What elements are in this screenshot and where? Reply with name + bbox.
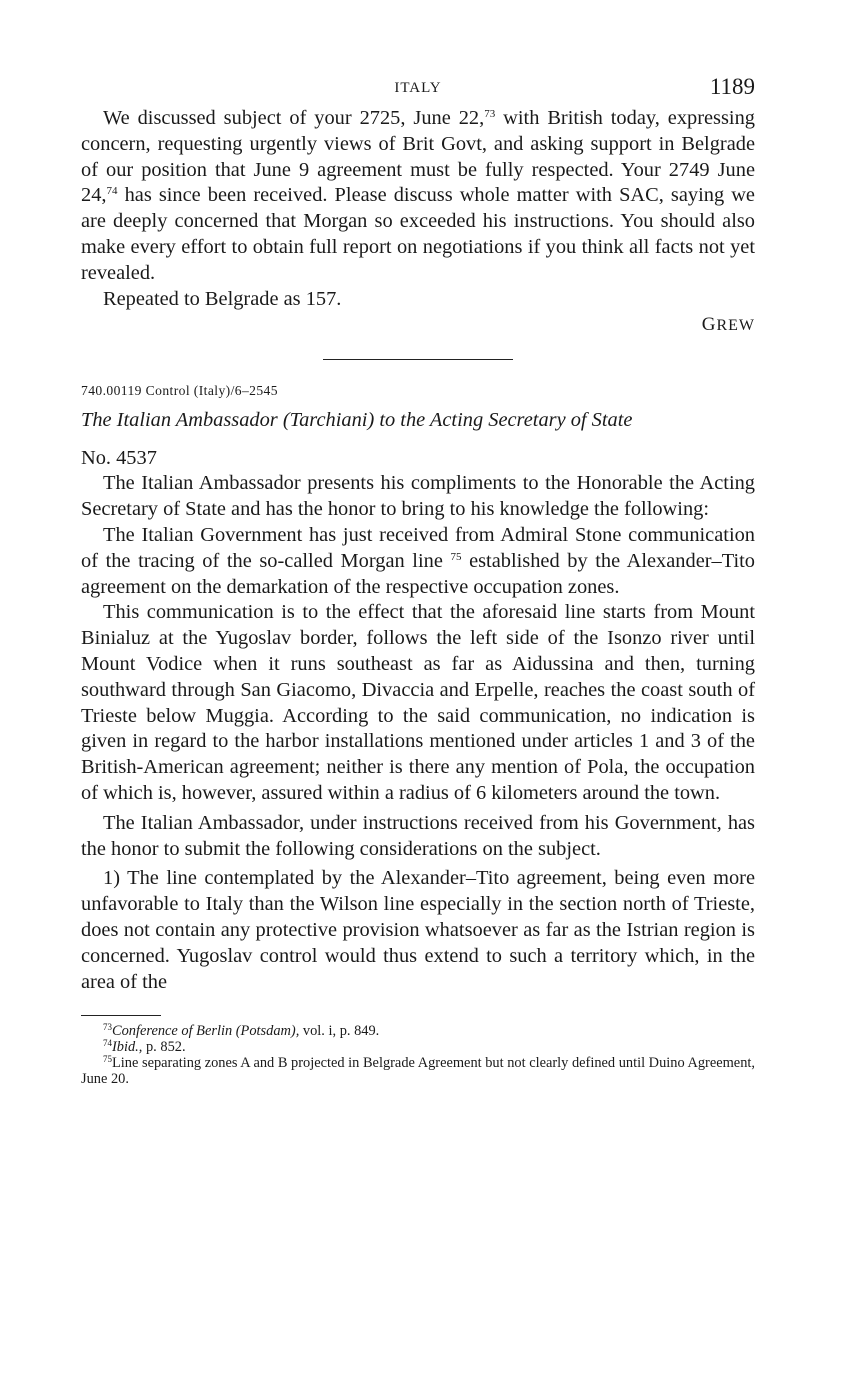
footnote-73: $^{73}$Conference of Berlin (Potsdam), vol. i, p. 849. xyxy=(103,1022,380,1040)
body-paragraph-5: 1) The line contemplated by the Alexander–Tito agreement, being even more unfavorable to Italy than the Wilson line especially in the section north of Trieste, does not contain any protective provision whatsoever as far as the Istrian region is concerned. Yugoslav control would thus extend to such a territory which, in the area of the xyxy=(81,867,755,993)
body-paragraph-3: This communication is to the effect that the aforesaid line starts from Mount Binialuz at the Yugoslav border, follows the left side of the Isonzo river until Mount Vodice when it runs southeast as far as Aidussina and then, turning southward through San Giacomo, Divaccia and Erpelle, reaches the coast south of Trieste below Muggia. According to the said communication, no indication is given in regard to the harbor installations mentioned under articles 1 and 3 of the British-American agreement; neither is there any mention of Pola, the occupation of which is, however, assured within a radius of 6 kilometers around the town. xyxy=(81,601,755,804)
page-header xyxy=(81,70,755,106)
body-paragraph-1: The Italian Ambassador presents his compliments to the Honorable the Acting Secretary of State and has the honor to bring to his knowledge the following: xyxy=(81,472,755,521)
footnote-ref-74[interactable]: 74 xyxy=(106,185,118,198)
page-number: 1189 xyxy=(709,74,755,99)
running-head: ITALY xyxy=(394,80,442,96)
document-page xyxy=(81,70,755,1088)
repeated-note: Repeated to Belgrade as 157. xyxy=(103,287,342,310)
footnote-ref-75[interactable]: 75 xyxy=(450,550,462,563)
body-paragraph-2: The Italian Government has just received from Admiral Stone communication of the tracing of the so-called Morgan line $^{75}$ established by the Alexander–Tito agreement on the demarkation of the respective occupation zones. xyxy=(81,523,755,598)
signature: GREW xyxy=(701,314,755,336)
section-divider xyxy=(323,359,513,360)
footnote-74: $^{74}$Ibid., p. 852. xyxy=(103,1038,186,1056)
file-number: 740.00119 Control (Italy)/6–2545 xyxy=(81,383,278,399)
body-paragraph-4: The Italian Ambassador, under instructions received from his Government, has the honor to submit the following considerations on the subject. xyxy=(81,811,755,860)
footnote-divider xyxy=(81,1015,161,1016)
telegram-paragraph: We discussed subject of your 2725, June 22,73 with British today, expressing concern, requesting urgently views of Brit Govt, and asking support in Belgrade of our position that June 9 agreement must be fully respected. Your 2749 June 24,74 has since been received. Please discuss whole matter with SAC, saying we are deeply concerned that Morgan so exceeded his instructions. You should also make every effort to obtain full report on negotiations if you think all facts not yet revealed. xyxy=(81,107,755,284)
document-title: The Italian Ambassador (Tarchiani) to the Acting Secretary of State xyxy=(81,409,633,432)
footnote-ref-73[interactable]: 73 xyxy=(484,108,496,120)
footnote-75: $^{75}$Line separating zones A and B projected in Belgrade Agreement but not clearly defined until Duino Agreement, June 20. xyxy=(81,1053,755,1087)
document-number: No. 4537 xyxy=(81,447,157,470)
